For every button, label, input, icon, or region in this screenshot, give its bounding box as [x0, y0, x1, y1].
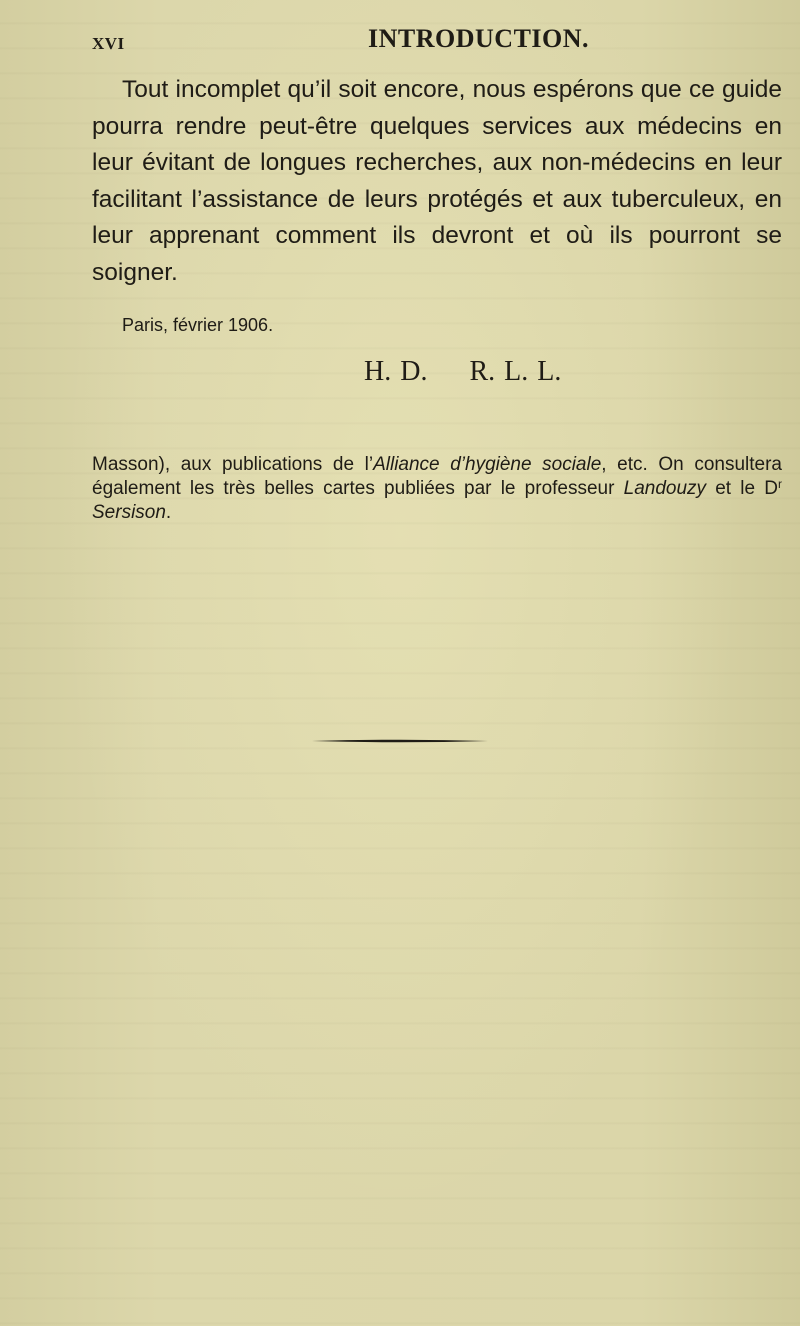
footnote-italic-2: Landouzy	[623, 478, 707, 499]
footnote-text-2: , etc. On consultera également les très belles cartes publiées par le professeur	[92, 454, 782, 499]
footnote-italic-3: Sersison	[92, 502, 166, 523]
dateline: Paris, février 1906.	[122, 315, 274, 335]
footnote-text-1: Masson), aux publications de l’	[92, 454, 374, 475]
footnote-text-5: .	[165, 502, 172, 523]
footnote	[92, 453, 782, 525]
signatures	[364, 356, 561, 388]
signature-initials-1: H. D.	[364, 356, 428, 387]
page-number: XVI	[92, 34, 125, 53]
page-header	[0, 20, 800, 60]
footnote-text-3: et le D	[706, 478, 778, 499]
signature-initials-2: R. L. L.	[469, 356, 562, 387]
footnote-italic-1: Alliance d’hygiène sociale	[373, 454, 602, 475]
ornamental-rule	[312, 739, 488, 743]
footnote-superscript: r	[778, 477, 782, 491]
body-paragraph: Tout incomplet qu’il soit encore, nous espérons que ce guide pourra rendre peut-être quelques services aux médecins en leur évitant de longues recherches, aux non-médecins en leur facilitant l’assistance de leurs protégés et aux tuberculeux, en leur apprenant comment ils devront et où ils pourront se soigner.	[92, 76, 782, 286]
running-head: INTRODUCTION.	[368, 24, 590, 53]
